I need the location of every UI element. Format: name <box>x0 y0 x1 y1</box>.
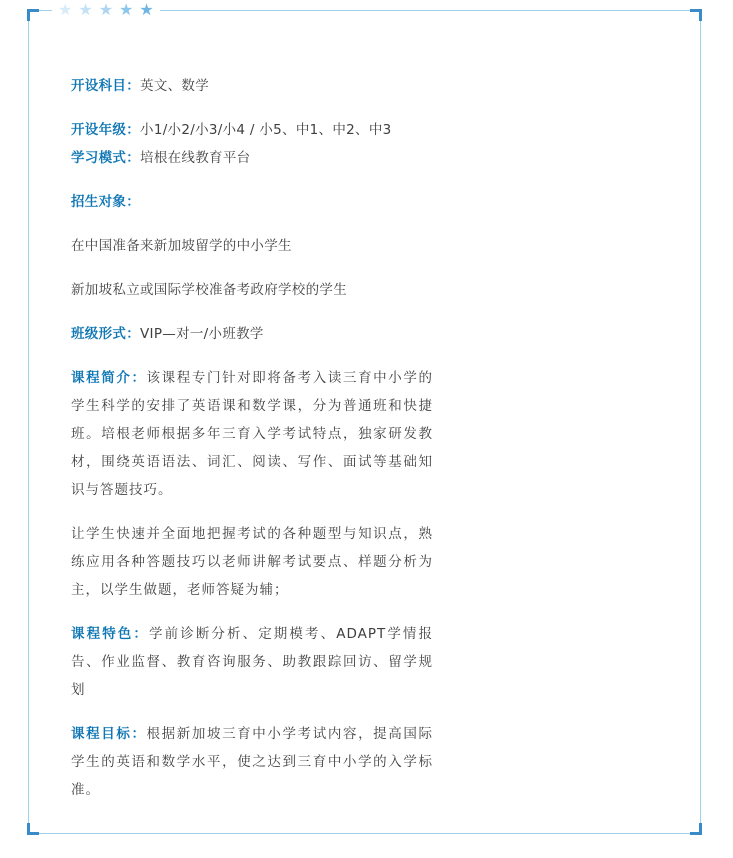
target-item: 在中国准备来新加坡留学的中小学生 <box>71 238 292 254</box>
subjects-value: 英文、数学 <box>140 78 210 94</box>
format-value: VIP—对一/小班教学 <box>140 326 264 342</box>
grades-label: 开设年级 <box>71 122 127 138</box>
label-separator: ： <box>131 370 147 386</box>
label-separator: ： <box>133 626 150 642</box>
target-item: 新加坡私立或国际学校准备考政府学校的学生 <box>71 282 347 298</box>
intro-label: 课程简介 <box>71 370 132 386</box>
grades-value: 小1/小2/小3/小4 / 小5、中1、中2、中3 <box>140 122 392 138</box>
star-icon: ★ <box>78 0 93 19</box>
label-separator: ： <box>126 194 141 210</box>
star-decoration <box>52 1 160 19</box>
features-paragraph <box>71 620 433 704</box>
intro-paragraph <box>71 364 433 504</box>
goals-value: 根据新加坡三育中小学考试内容，提高国际学生的英语和数学水平，使之达到三育中小学的入学标准。 <box>71 726 434 798</box>
mode-row <box>71 144 433 172</box>
label-separator: ： <box>126 122 141 138</box>
label-separator: ： <box>126 78 141 94</box>
format-label: 班级形式 <box>71 326 127 342</box>
features-label: 课程特色 <box>71 626 134 642</box>
frame-corner-bottom-left <box>27 823 39 835</box>
goals-label: 课程目标 <box>71 726 132 742</box>
goals-paragraph <box>71 720 433 804</box>
intro-value: 该课程专门针对即将备考入读三育中小学的学生科学的安排了英语课和数学课，分为普通班和快捷班。培根老师根据多年三育入学考试特点，独家研发教材，围绕英语语法、词汇、阅读、写作、面试等基础知识与答题技巧。 <box>71 370 434 498</box>
course-info <box>71 72 433 804</box>
star-icon: ★ <box>58 0 73 19</box>
mode-value: 培根在线教育平台 <box>140 150 251 166</box>
star-icon: ★ <box>98 0 114 19</box>
grades-row <box>71 116 433 144</box>
subjects-row <box>71 72 433 100</box>
format-row <box>71 320 433 348</box>
label-separator: ： <box>126 326 141 342</box>
label-separator: ： <box>131 726 147 742</box>
frame-corner-bottom-right <box>690 823 702 835</box>
star-icon: ★ <box>139 0 154 19</box>
mode-label: 学习模式 <box>71 150 127 166</box>
frame-corner-top-left <box>27 9 39 21</box>
frame-corner-top-right <box>690 9 702 21</box>
targets-row <box>71 188 433 216</box>
subjects-label: 开设科目 <box>71 78 127 94</box>
label-separator: ： <box>126 150 141 166</box>
targets-label: 招生对象 <box>71 194 127 210</box>
intro-extra-paragraph: 让学生快速并全面地把握考试的各种题型与知识点，熟练应用各种答题技巧以老师讲解考试要点、样题分析为主，以学生做题，老师答疑为辅； <box>71 526 433 598</box>
features-value: 学前诊断分析、定期模考、ADAPT学情报告、作业监督、教育咨询服务、助教跟踪回访、留学规划 <box>71 626 434 698</box>
star-icon: ★ <box>119 0 134 19</box>
